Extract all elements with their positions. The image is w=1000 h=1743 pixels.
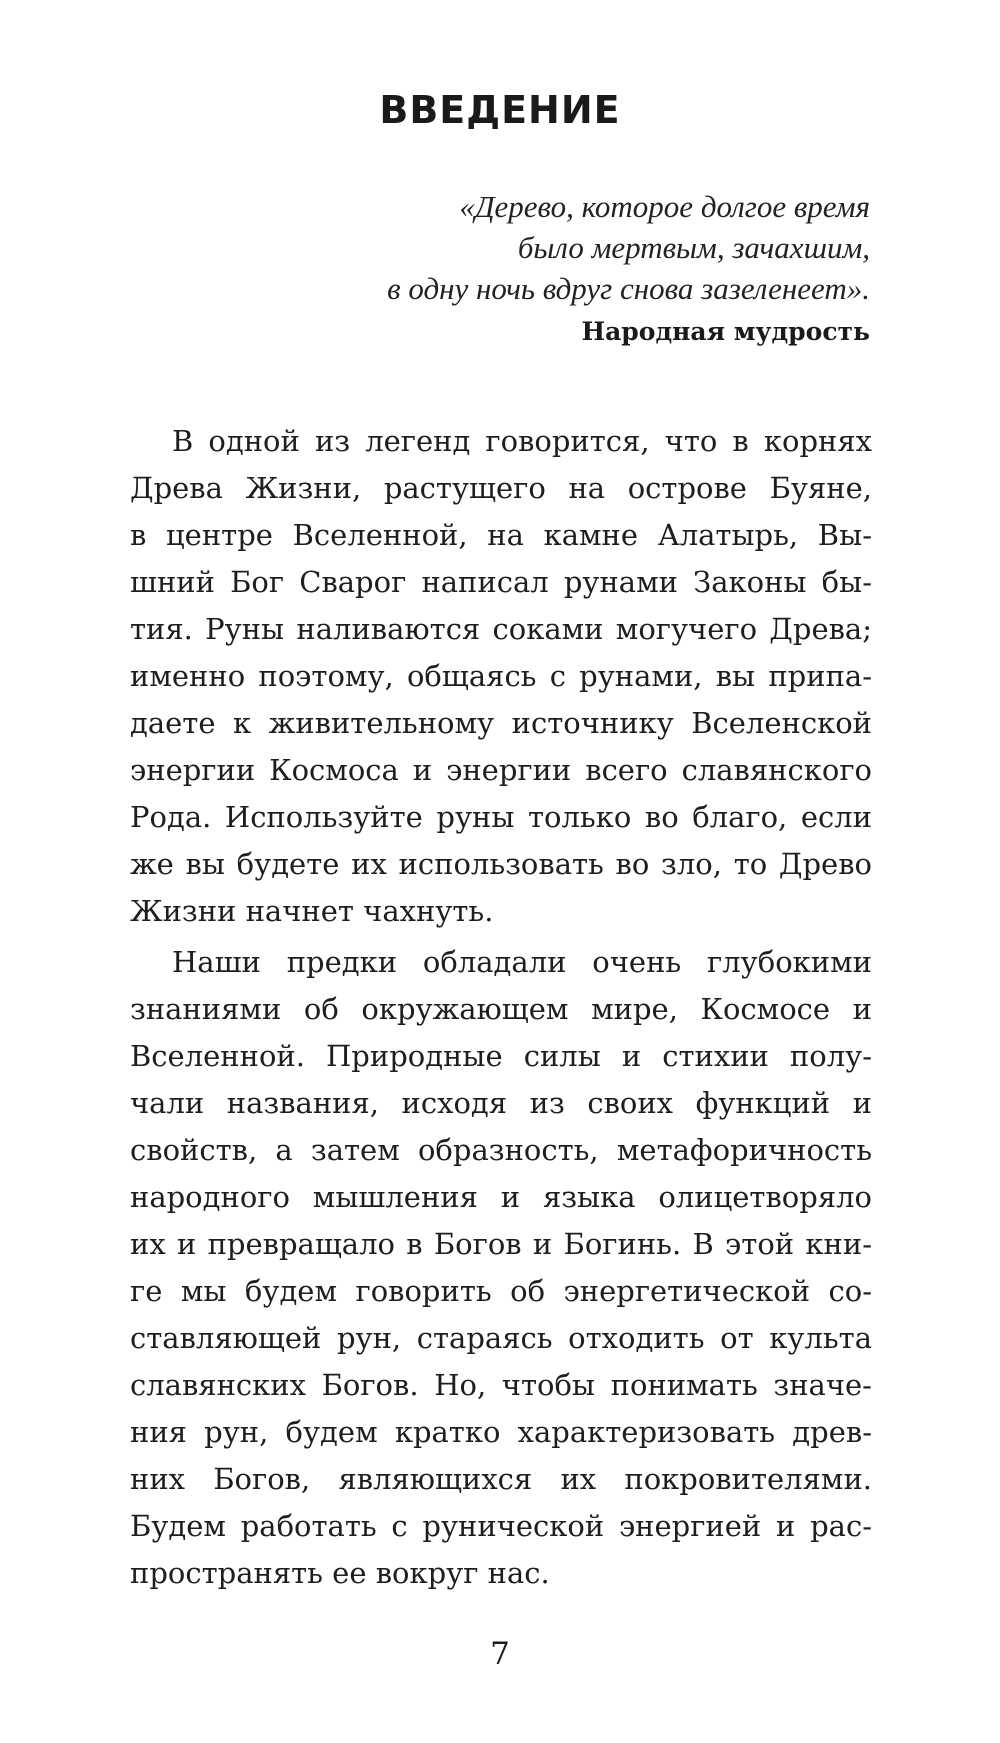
text-line: же вы будете их использовать во зло, то Древо (130, 847, 872, 881)
text-line: В одной из легенд говорится, что в корнях (172, 424, 872, 458)
epigraph-line: было мертвым, зачахшим, (517, 230, 870, 265)
text-line: чали названия, исходя из своих функций и (130, 1086, 872, 1120)
text-line: шний Бог Сварог написал рунами Законы бы- (130, 565, 872, 599)
text-line: знаниями об окружающем мире, Космосе и (130, 992, 872, 1026)
text-line: в центре Вселенной, на камне Алатырь, Вы- (130, 518, 872, 552)
text-line: даете к живительному источнику Вселенской (130, 706, 872, 740)
text-line: Жизни начнет чахнуть. (130, 894, 494, 928)
text-line: Рода. Используйте руны только во благо, если (130, 800, 872, 834)
epigraph-line: в одну ночь вдруг снова зазеленеет». (387, 271, 870, 306)
epigraph-source: Народная мудрость (581, 317, 870, 346)
body-text (130, 418, 872, 1597)
text-line: тия. Руны наливаются соками могучего Древа; (130, 612, 872, 646)
text-line: ге мы будем говорить об энергетической со- (130, 1274, 872, 1308)
text-line: Будем работать с рунической энергией и рас- (130, 1509, 872, 1543)
text-line: ния рун, будем кратко характеризовать древ- (130, 1415, 872, 1449)
text-line: них Богов, являющихся их покровителями. (130, 1462, 872, 1496)
text-line: славянских Богов. Но, чтобы понимать значе- (130, 1368, 872, 1402)
text-line: народного мышления и языка олицетворяло (130, 1180, 872, 1214)
text-line: их и превращало в Богов и Богинь. В этой кни- (130, 1227, 872, 1261)
chapter-title: ВВЕДЕНИЕ (379, 88, 621, 132)
paragraph-1 (130, 418, 872, 935)
text-line: ставляющей рун, стараясь отходить от культа (130, 1321, 872, 1355)
text-line: пространять ее вокруг нас. (130, 1556, 550, 1590)
page-number: 7 (490, 1636, 510, 1672)
text-line: именно поэтому, общаясь с рунами, вы припа- (130, 659, 872, 693)
text-line: Вселенной. Природные силы и стихии полу- (130, 1039, 872, 1073)
text-line: Наши предки обладали очень глубокими (172, 945, 872, 979)
text-line: Древа Жизни, растущего на острове Буяне, (130, 471, 872, 505)
text-line: энергии Космоса и энергии всего славянского (130, 753, 872, 787)
epigraph-line: «Дерево, которое долгое время (459, 189, 870, 224)
epigraph (150, 186, 870, 355)
text-line: свойств, а затем образность, метафоричность (130, 1133, 872, 1167)
paragraph-2 (130, 939, 872, 1597)
